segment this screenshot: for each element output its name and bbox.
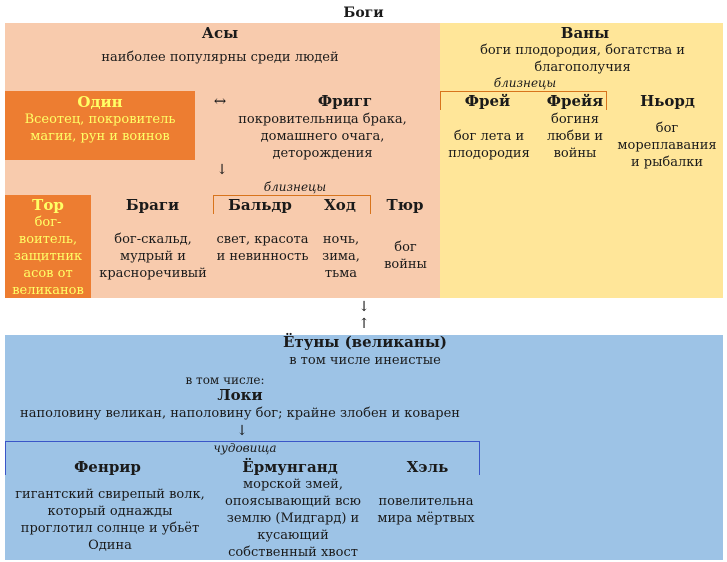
page-title: Боги [343,5,384,21]
asy-subtitle: наиболее популярны среди людей [101,50,339,65]
loki-children-arrow: ↓ [236,423,248,439]
odin-frigg-arrow: ↔ [213,92,227,110]
tyr-desc: бог войны [384,240,427,272]
vany-heading: Ваны [560,24,610,42]
loki-name: Локи [217,386,263,404]
monsters-label: чудовища [213,441,277,455]
jotuns-including: в том числе: [185,373,265,387]
njord-name: Ньорд [640,92,695,110]
vany-subtitle: боги плодородия, богатства и благополучия [480,43,685,75]
bragi-desc: бог-скальд, мудрый и красноречивый [99,232,207,281]
frigg-desc: покровительница брака, домашнего очага, деторождения [238,112,407,161]
jormungand-desc: морской змей, опоясывающий всю землю (Мидгард) и кусающий собственный хвост [225,477,361,560]
odin-box [5,91,195,160]
asy-twins-bracket-left [213,195,214,214]
tor-desc: бог-воитель, защитник асов от великанов [12,215,84,298]
arrow-down-to-jotuns: ↓ [358,299,370,315]
jormungand-name: Ёрмунганд [242,458,338,476]
jotuns-subtitle: в том числе инеистые [289,353,441,368]
hod-name: Ход [324,196,356,214]
asy-twins-label: близнецы [263,180,327,194]
loki-desc: наполовину великан, наполовину бог; крайне злобен и коварен [20,406,460,421]
frigg-name: Фригг [317,92,373,110]
freya-name: Фрейя [546,92,604,110]
odin-children-arrow: ↓ [216,162,228,178]
hel-desc: повелительна мира мёртвых [377,494,475,526]
baldr-name: Бальдр [228,196,292,214]
arrow-up-to-gods: ↑ [358,316,370,332]
vany-twins-bracket-left [440,91,441,110]
odin-name: Один [77,93,123,111]
frey-name: Фрей [464,92,511,110]
monsters-bracket-right [479,441,480,475]
frey-desc: бог лета и плодородия [448,129,530,161]
baldr-desc: свет, красота и невинность [216,232,309,264]
hod-desc: ночь, зима, тьма [322,232,360,281]
monsters-bracket-left [5,441,6,475]
tor-name: Тор [32,196,64,214]
asy-heading: Асы [201,24,239,42]
fenrir-name: Фенрир [74,458,141,476]
njord-desc: бог мореплавания и рыбалки [617,121,717,170]
tyr-name: Тюр [386,196,424,214]
monsters-bracket-top [5,441,480,442]
freya-desc: богиня любви и войны [546,112,604,161]
asy-twins-bracket-right [370,195,371,214]
odin-desc: Всеотец, покровитель магии, рун и воинов [24,112,176,144]
fenrir-desc: гигантский свирепый волк, который однажды проглотил солнце и убьёт Одина [15,487,205,553]
jotuns-heading: Ётуны (великаны) [283,333,447,351]
vany-twins-label: близнецы [493,76,557,90]
hel-name: Хэль [406,458,449,476]
bragi-name: Браги [125,196,180,214]
tor-box [5,195,91,298]
